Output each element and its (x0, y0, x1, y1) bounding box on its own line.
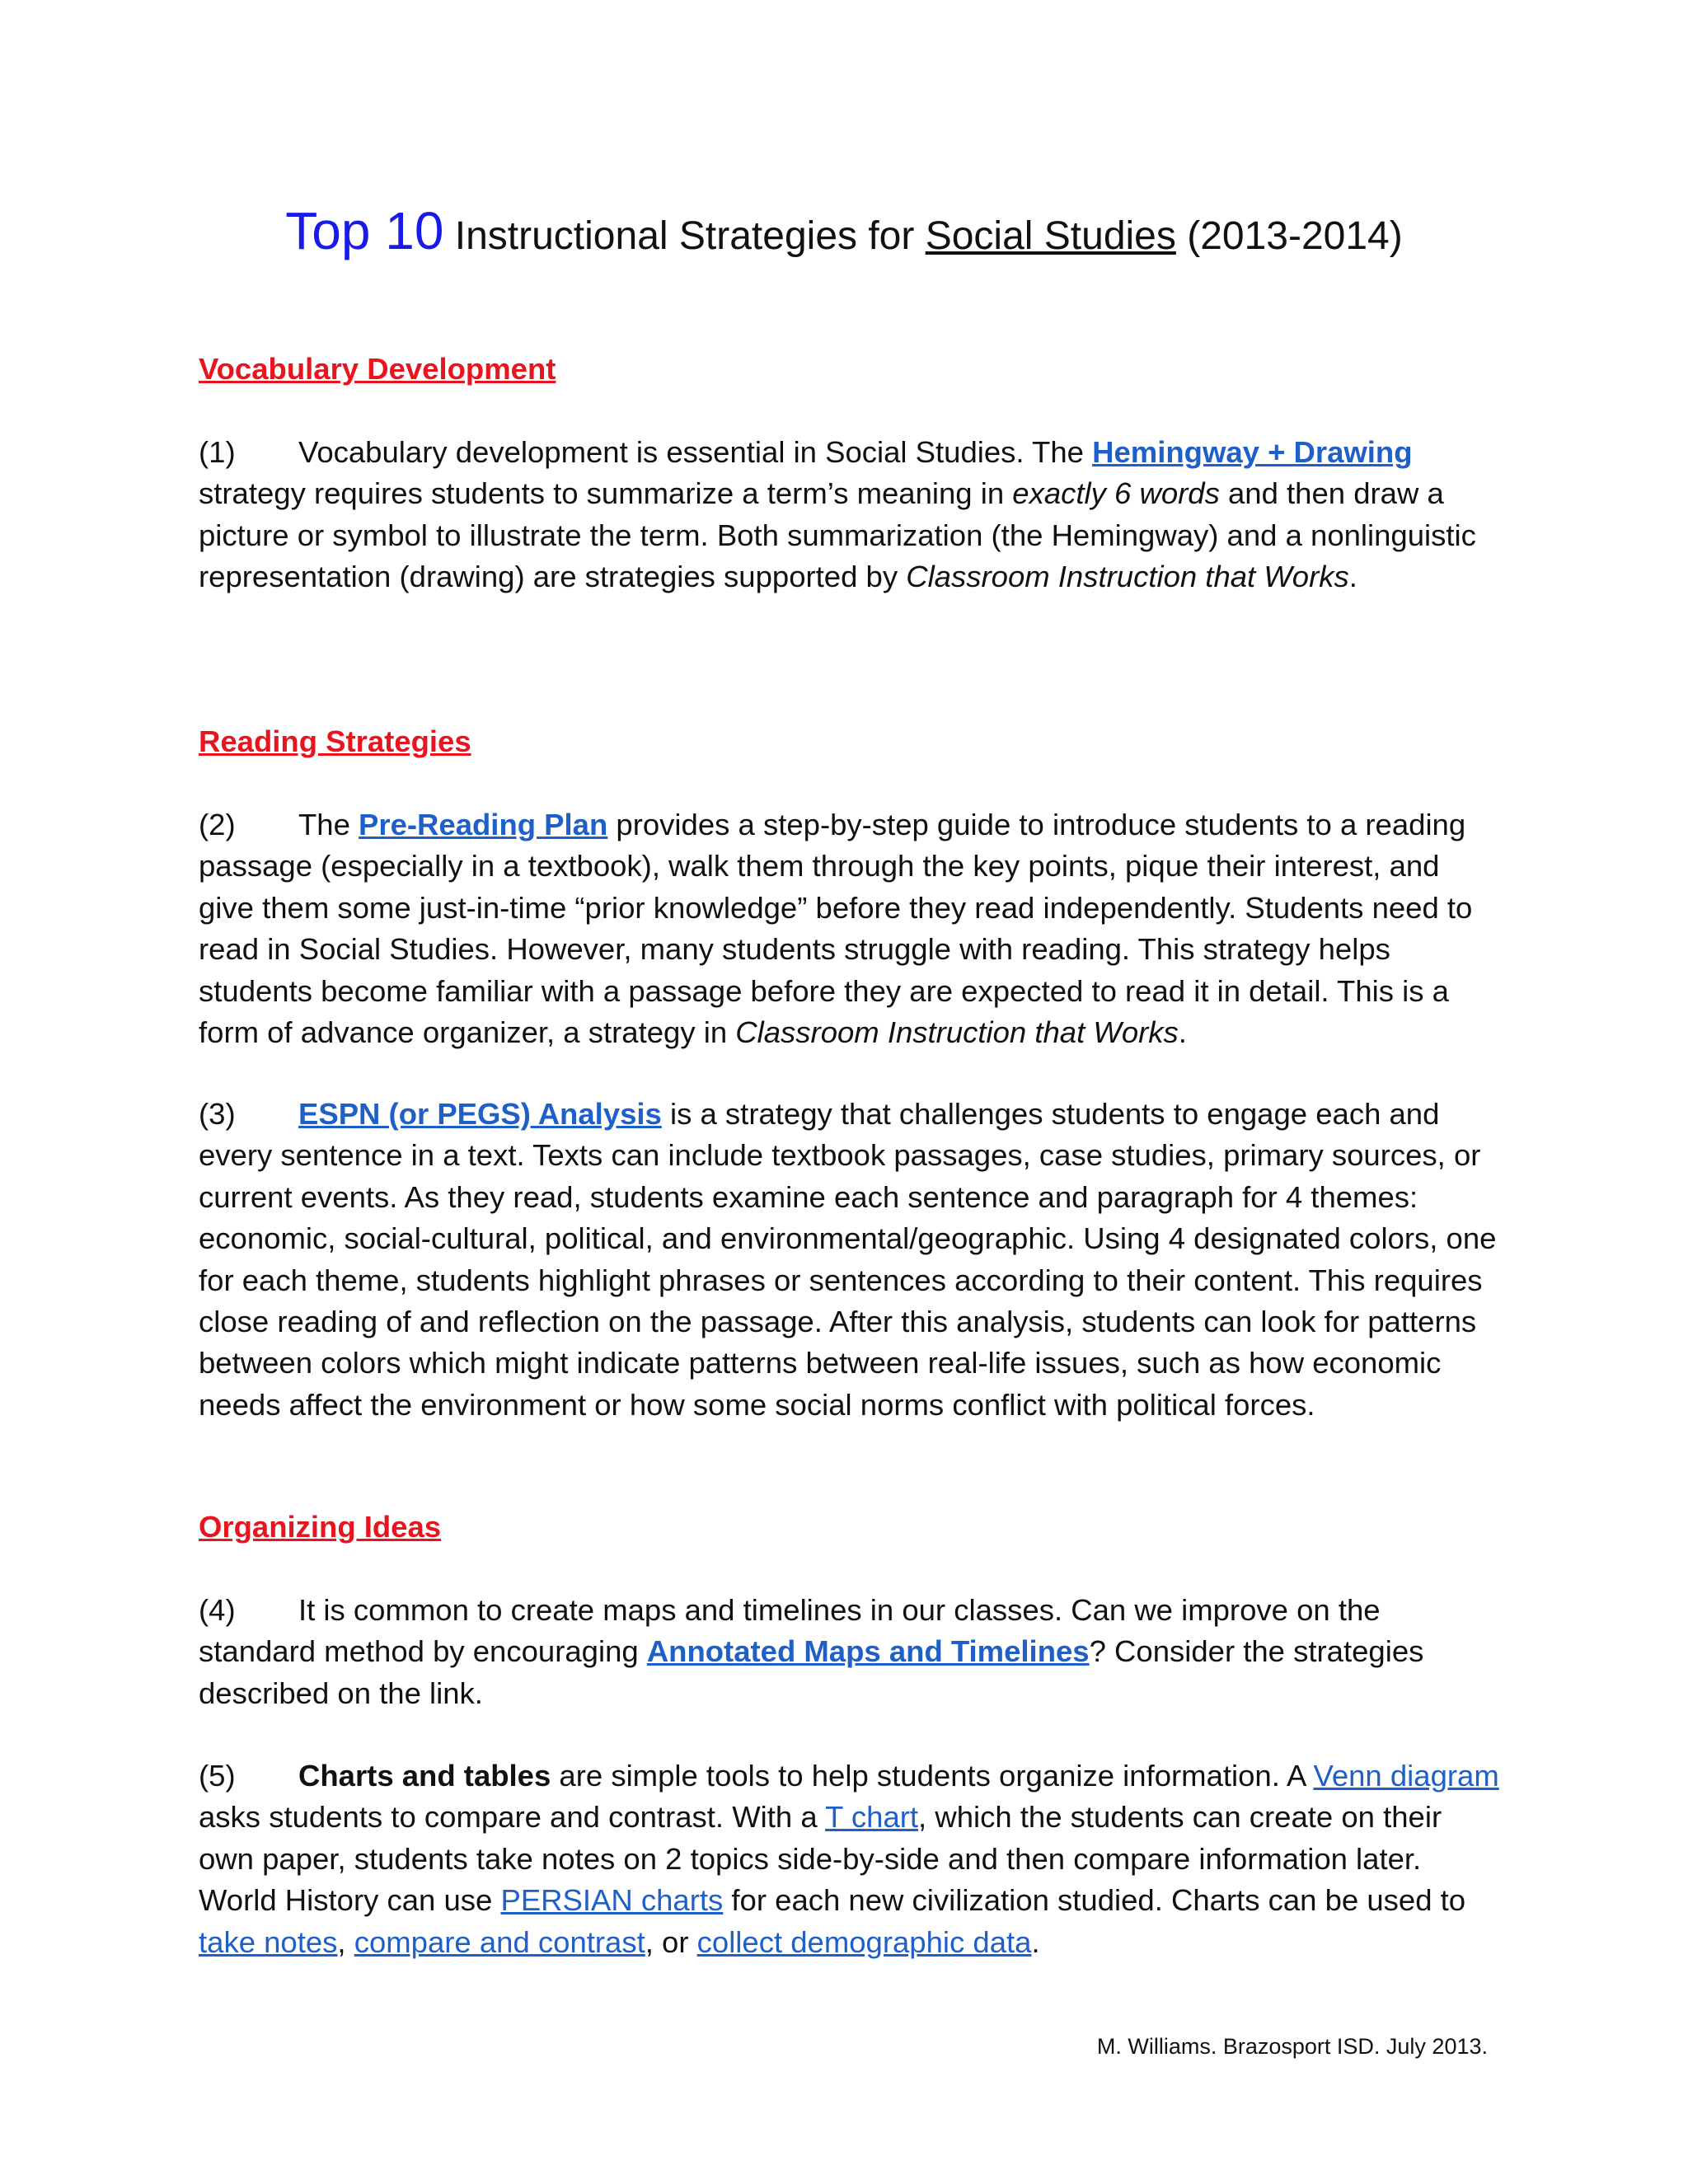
bold-text: Charts and tables (298, 1759, 551, 1793)
item-number: (2) (199, 808, 236, 841)
paragraph-text: asks students to compare and contrast. With a (199, 1800, 826, 1835)
paragraph-text: Vocabulary development is essential in Social Studies. The (298, 435, 1093, 469)
italic-text: Classroom Instruction that Works (735, 1015, 1179, 1050)
paragraph-text: are simple tools to help students organize information. A (551, 1759, 1314, 1793)
paragraph-text: ? Consider the strategies described on the link. (199, 1634, 1424, 1710)
item-number: (3) (199, 1097, 236, 1131)
link-annotated-maps-timelines[interactable]: Annotated Maps and Timelines (646, 1634, 1090, 1669)
paragraph-2 (199, 804, 1501, 1053)
paragraph-text: strategy requires students to summarize a term’s meaning in (199, 476, 1013, 511)
item-number: (1) (199, 435, 236, 469)
paragraph-text: , (337, 1924, 354, 1959)
paragraph-text: . (1348, 560, 1357, 594)
paragraph-1 (199, 432, 1501, 598)
title-text-post: (2013-2014) (1175, 214, 1403, 258)
paragraph-3 (199, 1094, 1501, 1426)
link-compare-and-contrast[interactable]: compare and contrast (354, 1924, 645, 1959)
paragraph-text: . (1031, 1924, 1040, 1959)
italic-text: Classroom Instruction that Works (906, 560, 1349, 594)
paragraph-text: provides a step-by-step guide to introduce students to a reading passage (especially in a textbook), walk them through the key points, pique their interest, and give them some just-in-time “prior knowledge” before they read independently. Students need to read in Social Studies. However, many students struggle with reading. This strategy helps students become familiar with a passage before they are expected to read it in detail. This is a form of advance organizer, a strategy in (199, 808, 1473, 1050)
link-pre-reading-plan[interactable]: Pre-Reading Plan (359, 808, 608, 841)
paragraph-text: , which the students can create on their own paper, students take notes on 2 topics side-by-side and then compare information later. World History can use (199, 1800, 1442, 1918)
paragraph-text: , or (645, 1924, 697, 1959)
paragraph-text: and then draw a picture or symbol to illustrate the term. Both summarization (the Hemingway) and a nonlinguistic representation (drawing) are strategies supported by (199, 476, 1476, 594)
heading-vocabulary-development: Vocabulary Development (199, 352, 556, 386)
link-espn-pegs-analysis[interactable]: ESPN (or PEGS) Analysis (298, 1097, 662, 1131)
link-t-chart[interactable]: T chart (825, 1800, 919, 1835)
title-top10: Top 10 (285, 201, 444, 260)
page-title (0, 198, 1688, 269)
paragraph-5 (199, 1755, 1501, 1963)
link-take-notes[interactable]: take notes (199, 1924, 338, 1959)
link-hemingway-drawing[interactable]: Hemingway + Drawing (1092, 435, 1413, 469)
paragraph-text: It is common to create maps and timelines in our classes. Can we improve on the standard method by encouraging (199, 1593, 1381, 1669)
link-collect-demographic-data[interactable]: collect demographic data (696, 1924, 1032, 1959)
link-persian-charts[interactable]: PERSIAN charts (500, 1883, 724, 1918)
paragraph-text: The (298, 808, 359, 841)
title-text-pre: Instructional Strategies for (443, 214, 926, 258)
paragraph-text: is a strategy that challenges students to engage each and every sentence in a text. Texts can include textbook passages, case studies, primary sources, or current events. As they read, students examine each sentence and paragraph for 4 themes: economic, social-cultural, political, and environmental/geographic. Using 4 designated colors, one for each theme, students highlight phrases or sentences according to their content. This requires close reading of and reflection on the passage. After this analysis, students can look for patterns between colors which might indicate patterns between real-life issues, such as how economic needs affect the environment or how some social norms conflict with political forces. (199, 1097, 1497, 1422)
heading-organizing-ideas: Organizing Ideas (199, 1510, 442, 1544)
page-footer: M. Williams. Brazosport ISD. July 2013. (1096, 2034, 1488, 2059)
heading-reading-strategies: Reading Strategies (199, 724, 471, 758)
italic-text: exactly 6 words (1012, 476, 1220, 511)
item-number: (5) (199, 1759, 236, 1793)
item-number: (4) (199, 1593, 236, 1627)
link-venn-diagram[interactable]: Venn diagram (1313, 1759, 1499, 1793)
paragraph-4 (199, 1590, 1501, 1714)
title-subject: Social Studies (925, 214, 1176, 258)
paragraph-text: for each new civilization studied. Charts can be used to (723, 1883, 1466, 1918)
paragraph-text: . (1178, 1015, 1187, 1050)
